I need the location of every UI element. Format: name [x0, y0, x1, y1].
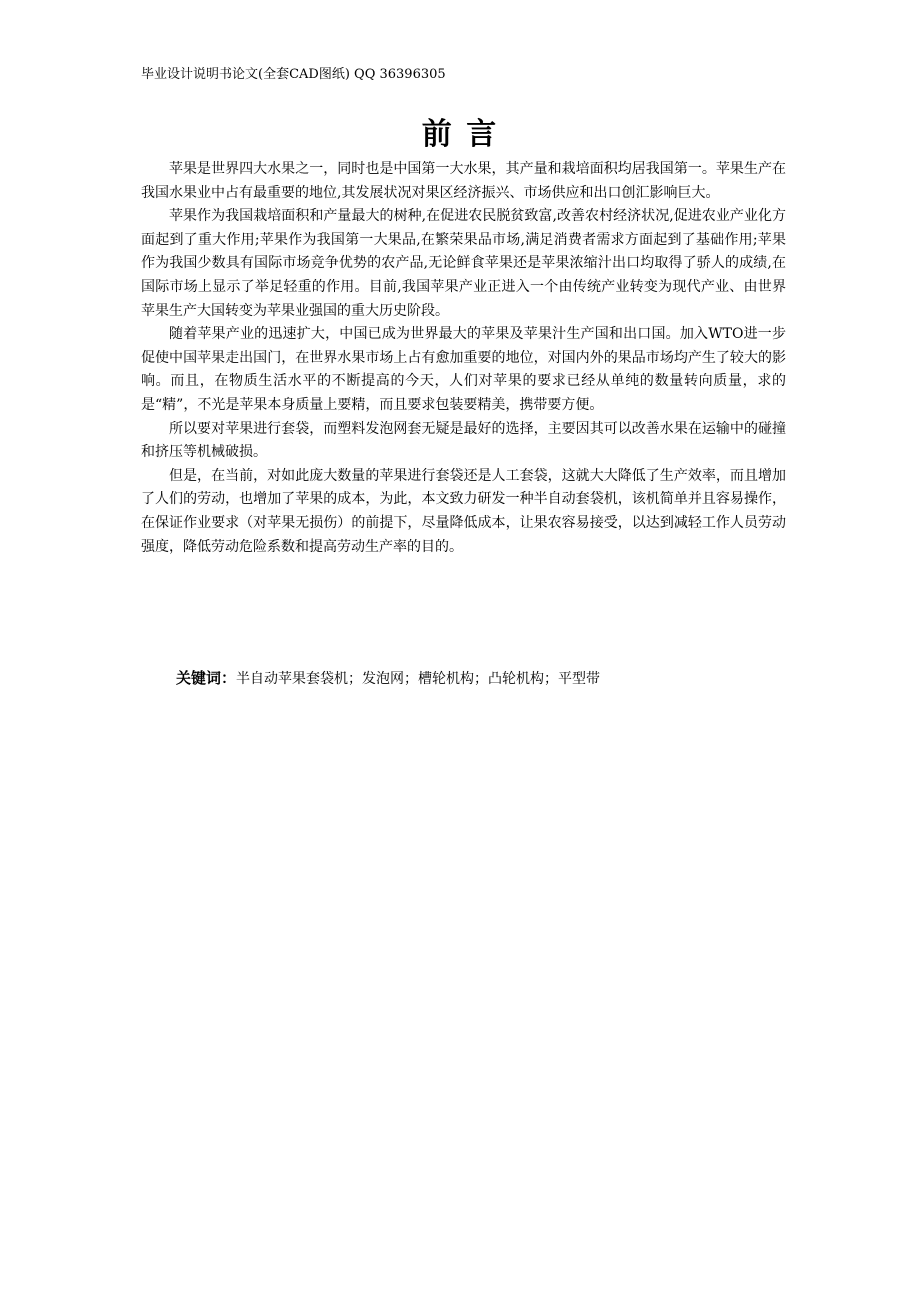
paragraph: 苹果是世界四大水果之一，同时也是中国第一大水果，其产量和栽培面积均居我国第一。苹果生产在我国水果业中占有最重要的地位,其发展状况对果区经济振兴、市场供应和出口创汇影响巨大。: [141, 161, 786, 201]
keywords-text: 半自动苹果套袋机；发泡网；槽轮机构；凸轮机构；平型带: [236, 671, 601, 687]
paragraph: 所以要对苹果进行套袋，而塑料发泡网套无疑是最好的选择，主要因其可以改善水果在运输中的碰撞和挤压等机械破损。: [141, 420, 786, 461]
body-text: [141, 158, 786, 559]
page-title: 前 言: [421, 117, 499, 152]
paragraph: 随着苹果产业的迅速扩大，中国已成为世界最大的苹果及苹果汁生产国和出口国。加入WTO进一步促使中国苹果走出国门，在世界水果市场上占有愈加重要的地位，对国内外的果品市场均产生了较大的影响。而且，在物质生活水平的不断提高的今天，人们对苹果的要求已经从单纯的数量转向质量，求的是“精”，不光是苹果本身质量上要精，而且要求包装要精美，携带要方便。: [141, 326, 786, 413]
paragraph: 但是，在当前，对如此庞大数量的苹果进行套袋还是人工套袋，这就大大降低了生产效率，而且增加了人们的劳动，也增加了苹果的成本，为此，本文致力研发一种半自动套袋机，该机简单并且容易操作，在保证作业要求（对苹果无损伤）的前提下，尽量降低成本，让果农容易接受，以达到减轻工作人员劳动强度，降低劳动危险系数和提高劳动生产率的目的。: [141, 467, 786, 555]
page-header: 毕业设计说明书论文(全套CAD图纸) QQ 36396305: [141, 67, 446, 82]
keywords-label: 关键词：: [176, 669, 237, 687]
keywords-line: [176, 666, 600, 691]
paragraph: 苹果作为我国栽培面积和产量最大的树种,在促进农民脱贫致富,改善农村经济状况,促进农业产业化方面起到了重大作用;苹果作为我国第一大果品,在繁荣果品市场,满足消费者需求方面起到了基础作用;苹果作为我国少数具有国际市场竞争优势的农产品,无论鲜食苹果还是苹果浓缩汁出口均取得了骄人的成绩,在国际市场上显示了举足轻重的作用。目前,我国苹果产业正进入一个由传统产业转变为现代产业、由世界苹果生产大国转变为苹果业强国的重大历史阶段。: [141, 208, 786, 319]
